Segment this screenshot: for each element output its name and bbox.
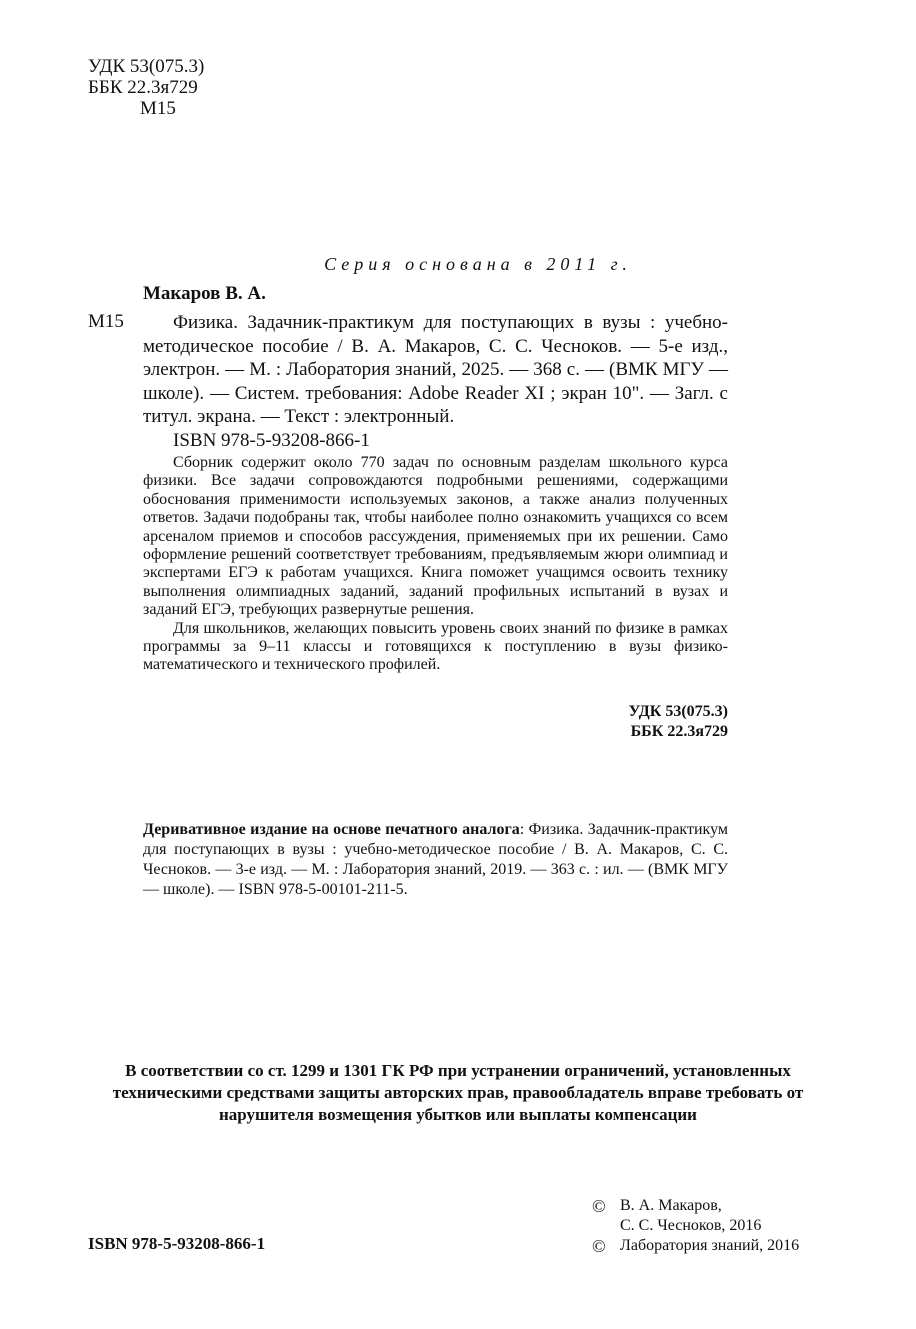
author-mark: М15 xyxy=(140,98,176,119)
annotation-paragraph-1: Сборник содержит около 770 задач по основным разделам школьного курса физики. Все задачи сопровождаются подробными решениями, содержащими обоснования применимости используемых законов, а также анализ полученных ответов. Задачи подобраны так, чтобы наиболее полно ознакомить учащихся со всем арсеналом приемов и способов рассуждения, применяемых при их решении. Само оформление решений соответствует требованиям, предъявляемым жюри олимпиад и экспертами ЕГЭ к работам учащихся. Книга поможет учащимся освоить технику выполнения олимпиадных заданий, заданий профильных испытаний в вузах и заданий ЕГЭ, требующих развернутые решения. xyxy=(143,454,728,619)
bbk-code-bottom: ББК 22.3я729 xyxy=(630,723,728,740)
annotation xyxy=(143,454,728,675)
copyright-block xyxy=(592,1196,799,1256)
series-note: Серия основана в 2011 г. xyxy=(324,254,632,274)
copyright-line-1: В. А. Макаров, xyxy=(620,1197,722,1214)
derivative-text: : Физика. Задачник-практикум для поступающих в вузы : учебно-методическое пособие / В. А. Макаров, С. С. Чесноков. — 3-е изд. — М. : Лаборатория знаний, 2019. — 363 с. : ил. — (ВМК МГУ — школе). — ISBN 978-5-00101-211-5. xyxy=(143,821,728,898)
author-name: Макаров В. А. xyxy=(143,283,266,304)
classification-codes-bottom xyxy=(143,702,728,742)
copyright-line-2: С. С. Чесноков, 2016 xyxy=(620,1217,762,1234)
copyright-line-3: Лаборатория знаний, 2016 xyxy=(620,1237,800,1254)
legal-notice: В соответствии со ст. 1299 и 1301 ГК РФ при устранении ограничений, установленных техническими средствами защиты авторских прав, правообладатель вправе требовать от нарушителя возмещения убытков или выплаты компенсации xyxy=(112,1061,804,1124)
copyright-icon: © xyxy=(592,1196,606,1216)
annotation-paragraph-2: Для школьников, желающих повысить уровень своих знаний по физике в рамках программы за 9–11 классы и готовящихся к поступлению в вузы физико-математического и технического профилей. xyxy=(143,619,728,674)
isbn-bottom: ISBN 978-5-93208-866-1 xyxy=(88,1234,266,1253)
derivative-label: Деривативное издание на основе печатного аналога xyxy=(143,821,520,838)
copyright-icon: © xyxy=(592,1236,606,1256)
author-mark-side: М15 xyxy=(88,311,124,332)
isbn-line: ISBN 978-5-93208-866-1 xyxy=(173,430,370,451)
derivative-note xyxy=(143,820,728,900)
udk-code: УДК 53(075.3) xyxy=(88,56,205,77)
udk-code-bottom: УДК 53(075.3) xyxy=(628,703,728,720)
classification-codes xyxy=(88,56,204,119)
bbk-code: ББК 22.3я729 xyxy=(88,77,198,98)
bibliographic-record: Физика. Задачник-практикум для поступающих в вузы : учебно-методическое пособие / В. А. Макаров, С. С. Чесноков. — 5-е изд., электрон. — М. : Лаборатория знаний, 2025. — 368 с. — (ВМК МГУ — школе). — Систем. требования: Adobe Reader XI ; экран 10". — Загл. с титул. экрана. — Текст : электронный. xyxy=(143,312,728,427)
